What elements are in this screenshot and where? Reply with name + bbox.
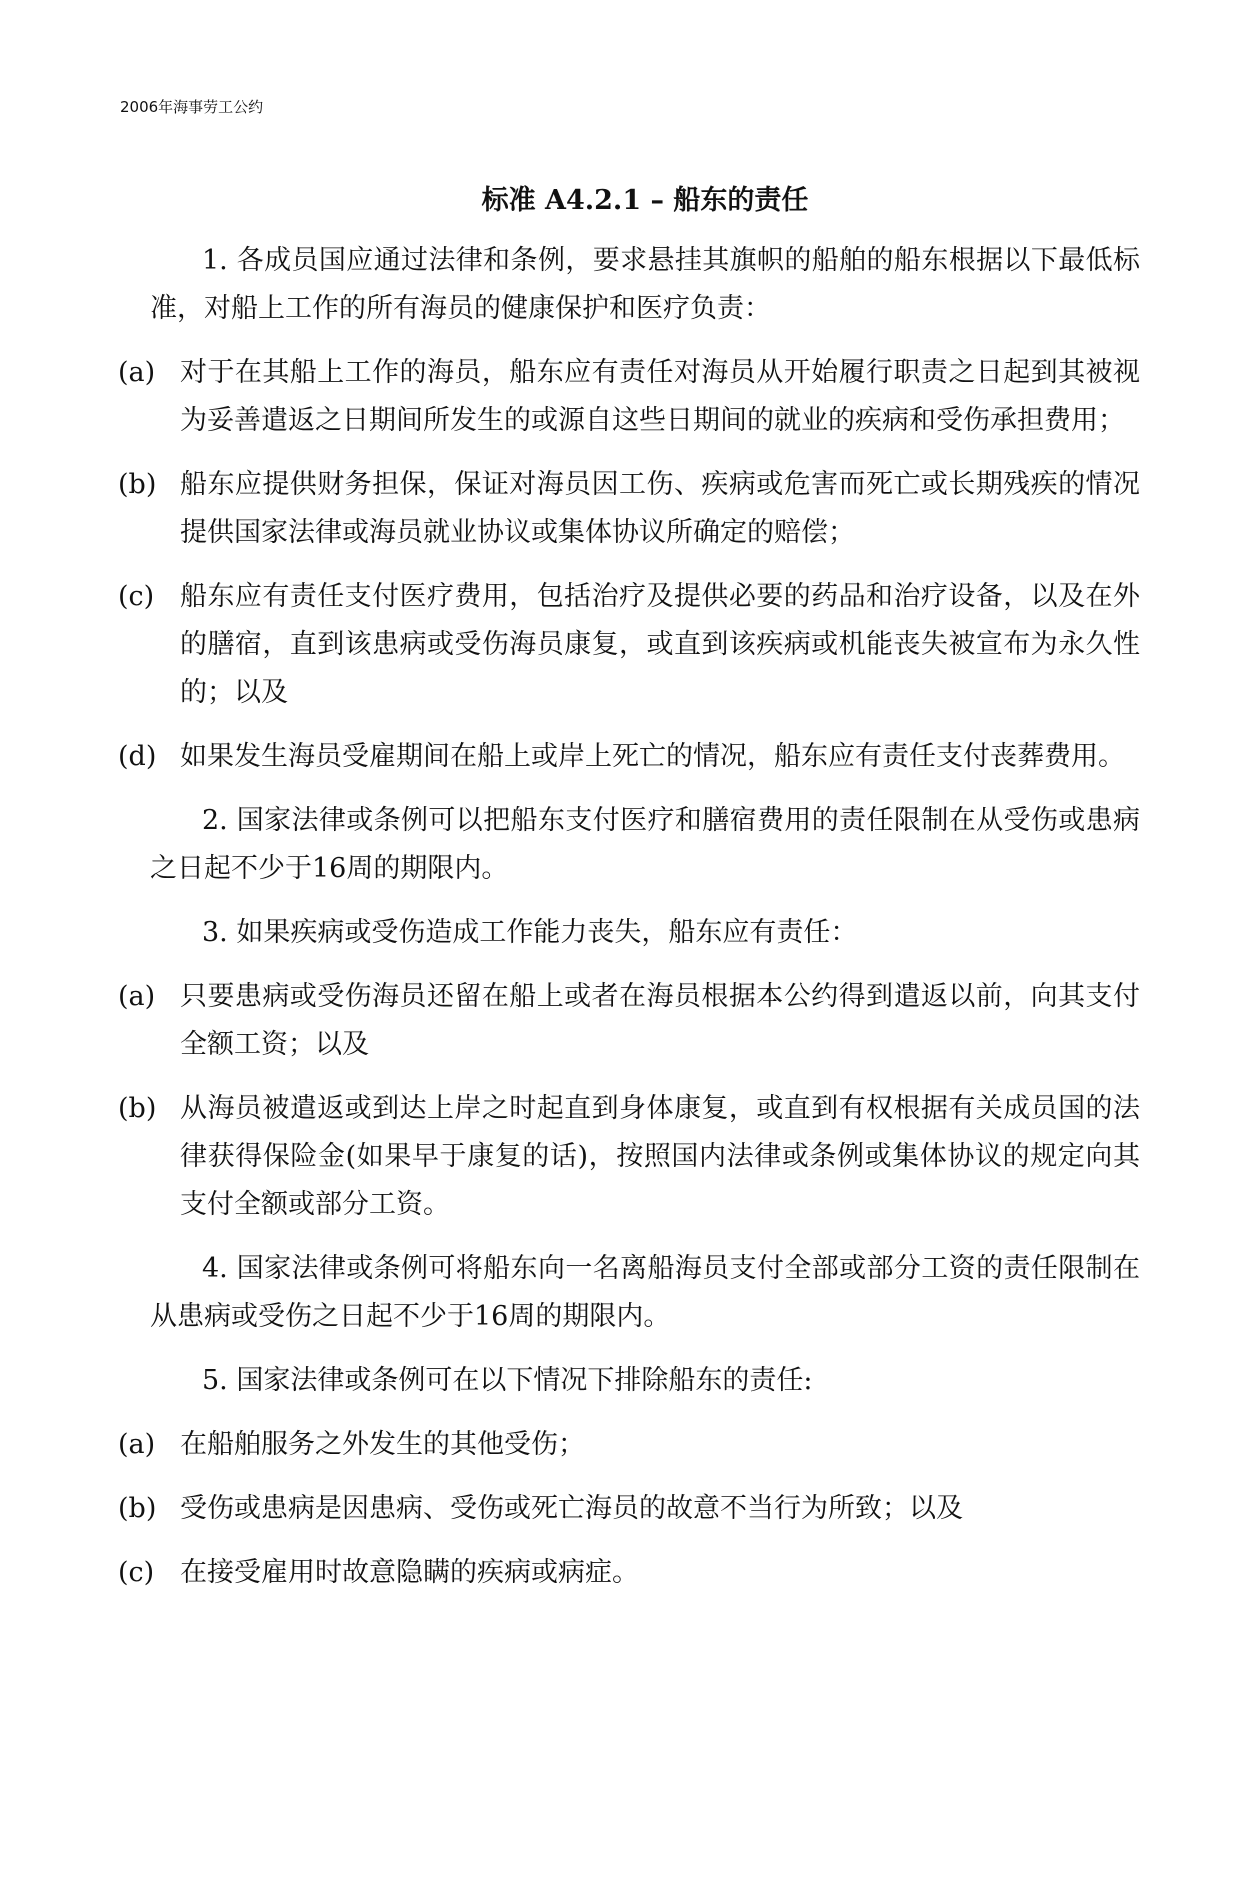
paragraph-1: 1. 各成员国应通过法律和条例，要求悬挂其旗帜的船舶的船东根据以下最低标准，对船上工作的所有海员的健康保护和医疗负责： xyxy=(150,244,1140,324)
paragraph-5: 5. 国家法律或条例可在以下情况下排除船东的责任: xyxy=(202,1364,813,1396)
list-item-text: 从海员被遣返或到达上岸之时起直到身体康复，或直到有权根据有关成员国的法律获得保险金(如果早于康复的话)，按照国内法律或条例或集体协议的规定向其支付全额或部分工资。 xyxy=(180,1092,1140,1220)
running-header: 2006年海事劳工公约 xyxy=(120,98,264,116)
paragraph-4: 4. 国家法律或条例可将船东向一名离船海员支付全部或部分工资的责任限制在从患病或受伤之日起不少于16周的期限内。 xyxy=(150,1252,1140,1332)
document-body xyxy=(118,182,1140,1613)
list-item-text: 对于在其船上工作的海员，船东应有责任对海员从开始履行职责之日起到其被视为妥善遣返之日期间所发生的或源自这些日期间的就业的疾病和受伤承担费用； xyxy=(180,356,1140,436)
list-marker: (d) xyxy=(118,740,157,772)
list-item-1d xyxy=(118,733,1140,781)
list-item-5c xyxy=(118,1549,1140,1597)
list-item-1c xyxy=(118,573,1140,717)
list-marker: (c) xyxy=(118,1556,155,1588)
list-item-text: 在接受雇用时故意隐瞒的疾病或病症。 xyxy=(180,1556,639,1588)
list-item-text: 受伤或患病是因患病、受伤或死亡海员的故意不当行为所致；以及 xyxy=(180,1492,963,1524)
list-marker: (a) xyxy=(118,1428,156,1460)
list-item-text: 只要患病或受伤海员还留在船上或者在海员根据本公约得到遣返以前，向其支付全额工资；以及 xyxy=(180,980,1140,1060)
paragraph-2: 2. 国家法律或条例可以把船东支付医疗和膳宿费用的责任限制在从受伤或患病之日起不少于16周的期限内。 xyxy=(150,804,1140,884)
paragraph-3: 3. 如果疾病或受伤造成工作能力丧失，船东应有责任： xyxy=(202,916,858,948)
list-item-3a xyxy=(118,973,1140,1069)
list-item-1a xyxy=(118,349,1140,445)
list-item-text: 在船舶服务之外发生的其他受伤； xyxy=(180,1428,585,1460)
list-item-text: 如果发生海员受雇期间在船上或岸上死亡的情况，船东应有责任支付丧葬费用。 xyxy=(180,740,1125,772)
list-marker: (b) xyxy=(118,1492,157,1524)
section-title: 标准 A4.2.1 – 船东的责任 xyxy=(481,185,809,216)
list-item-5b xyxy=(118,1485,1140,1533)
list-item-1b xyxy=(118,461,1140,557)
list-item-text: 船东应有责任支付医疗费用，包括治疗及提供必要的药品和治疗设备，以及在外的膳宿，直到该患病或受伤海员康复，或直到该疾病或机能丧失被宣布为永久性的；以及 xyxy=(180,580,1140,708)
list-marker: (a) xyxy=(118,356,156,388)
list-item-3b xyxy=(118,1085,1140,1229)
list-marker: (c) xyxy=(118,580,155,612)
list-marker: (b) xyxy=(118,468,157,500)
list-item-5a xyxy=(118,1421,1140,1469)
list-marker: (b) xyxy=(118,1092,157,1124)
list-marker: (a) xyxy=(118,980,156,1012)
list-item-text: 船东应提供财务担保，保证对海员因工伤、疾病或危害而死亡或长期残疾的情况提供国家法律或海员就业协议或集体协议所确定的赔偿； xyxy=(180,468,1140,548)
